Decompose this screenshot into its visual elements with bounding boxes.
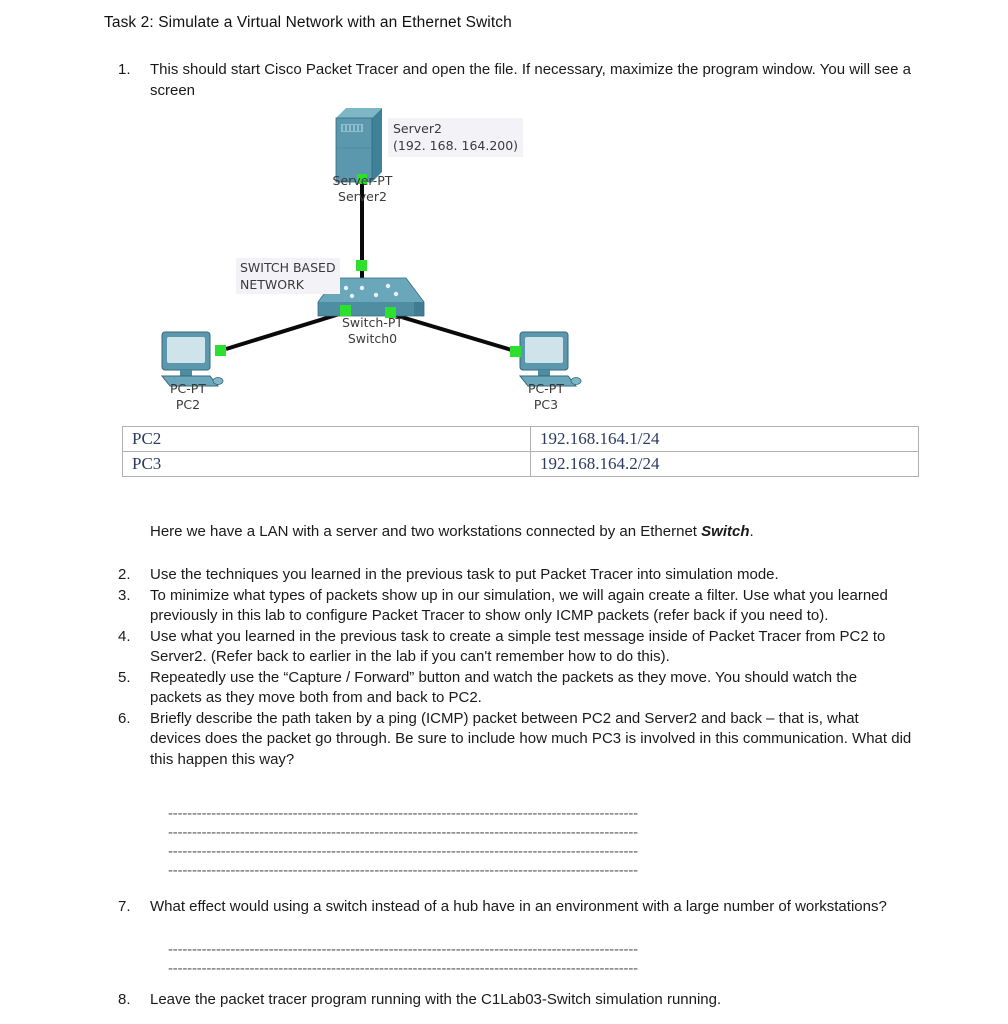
link-indicator-pc3: [510, 346, 521, 357]
server-tooltip-ip: (192. 168. 164.200): [393, 138, 519, 153]
intro-paragraph: [150, 522, 754, 543]
pc2-label: [133, 381, 243, 412]
pc2-device-name: PC2: [175, 396, 201, 412]
step-5-number: 5.: [118, 668, 131, 686]
answer-lines-question-7[interactable]: [168, 940, 898, 978]
step-5-text: Repeatedly use the “Capture / Forward” button and watch the packets as they move. You should watch the packets as they move both from and back to PC2.: [150, 668, 858, 706]
server-device-name: Server2: [338, 188, 387, 204]
network-topology-diagram: [140, 100, 620, 425]
answer-line[interactable]: --------------------------------------------------------------------------------------------------: [168, 862, 638, 879]
switch-network-note: [236, 258, 340, 294]
answer-line[interactable]: --------------------------------------------------------------------------------------------------: [168, 960, 638, 977]
pc3-label: [491, 381, 601, 412]
step-1-item: [112, 60, 912, 101]
server-label: [280, 173, 445, 204]
switch-note-line-1: SWITCH BASED: [240, 260, 336, 275]
step-4-item: [112, 627, 912, 668]
step-3-item: [112, 586, 912, 627]
step-8-text: Leave the packet tracer program running with the C1Lab03-Switch simulation running.: [150, 991, 722, 1008]
ip-address-table: [122, 426, 919, 477]
answer-line[interactable]: --------------------------------------------------------------------------------------------------: [168, 824, 638, 841]
answer-line[interactable]: --------------------------------------------------------------------------------------------------: [168, 843, 638, 860]
server-tooltip: [388, 118, 523, 157]
table-cell-host: PC2: [123, 427, 531, 452]
pc2-device-type: PC-PT: [170, 381, 206, 396]
step-6-number: 6.: [118, 709, 131, 727]
table-cell-address: 192.168.164.2/24: [531, 452, 919, 477]
server-icon: [336, 108, 382, 182]
step-3-text: To minimize what types of packets show up in our simulation, we will again create a filter. Use what you learned previously in this lab to configure Packet Tracer to show only ICMP packets (refer back if you need to).: [150, 586, 888, 624]
step-7-text: What effect would using a switch instead of a hub have in an environment with a large number of workstations?: [150, 898, 887, 915]
pc2-icon: [162, 332, 223, 386]
step-3-number: 3.: [118, 586, 131, 604]
table-row: [123, 427, 919, 452]
link-indicator-switch-uplink: [356, 260, 367, 271]
step-4-number: 4.: [118, 627, 131, 645]
steps-2-through-6: [112, 565, 912, 770]
switch-label: [290, 315, 455, 346]
intro-paragraph-before: Here we have a LAN with a server and two workstations connected by an Ethernet: [150, 523, 702, 540]
link-indicator-pc2: [215, 345, 226, 356]
switch-note-line-2: NETWORK: [240, 277, 304, 292]
intro-paragraph-after: .: [749, 523, 754, 540]
pc3-device-type: PC-PT: [528, 381, 564, 396]
step-8-item: [112, 990, 912, 1011]
step-1-text: This should start Cisco Packet Tracer and open the file. If necessary, maximize the program window. You will see a screen: [150, 61, 911, 99]
step-7-item: [112, 897, 912, 918]
step-2-item: [112, 565, 912, 586]
answer-lines-question-6[interactable]: [168, 804, 898, 880]
table-row: [123, 452, 919, 477]
server-device-type: Server-PT: [332, 173, 393, 188]
step-7-number: 7.: [118, 898, 131, 915]
pc3-icon: [520, 332, 581, 386]
step-4-text: Use what you learned in the previous task to create a simple test message inside of Packet Tracer from PC2 to Server2. (Refer back to earlier in the lab if you can't remember how to do this).: [150, 627, 886, 665]
switch-device-type: Switch-PT: [341, 315, 403, 330]
server-tooltip-name: Server2: [393, 121, 442, 136]
pc3-device-name: PC3: [533, 396, 559, 412]
step-5-item: [112, 668, 912, 709]
step-6-text: Briefly describe the path taken by a ping (ICMP) packet between PC2 and Server2 and back – that is, what devices does the packet go through. Be sure to include how much PC3 is involved in this communication. What did this happen this way?: [150, 709, 912, 768]
page-title: Task 2: Simulate a Virtual Network with an Ethernet Switch: [104, 14, 512, 31]
step-1-number: 1.: [118, 61, 131, 78]
step-6-item: [112, 709, 912, 771]
answer-line[interactable]: --------------------------------------------------------------------------------------------------: [168, 805, 638, 822]
step-2-number: 2.: [118, 566, 131, 583]
intro-paragraph-emphasis: Switch: [701, 523, 750, 540]
step-8-number: 8.: [118, 991, 131, 1008]
switch-device-name: Switch0: [347, 330, 398, 346]
table-cell-host: PC3: [123, 452, 531, 477]
answer-line[interactable]: --------------------------------------------------------------------------------------------------: [168, 941, 638, 958]
step-2-text: Use the techniques you learned in the previous task to put Packet Tracer into simulation mode.: [150, 566, 779, 583]
table-cell-address: 192.168.164.1/24: [531, 427, 919, 452]
